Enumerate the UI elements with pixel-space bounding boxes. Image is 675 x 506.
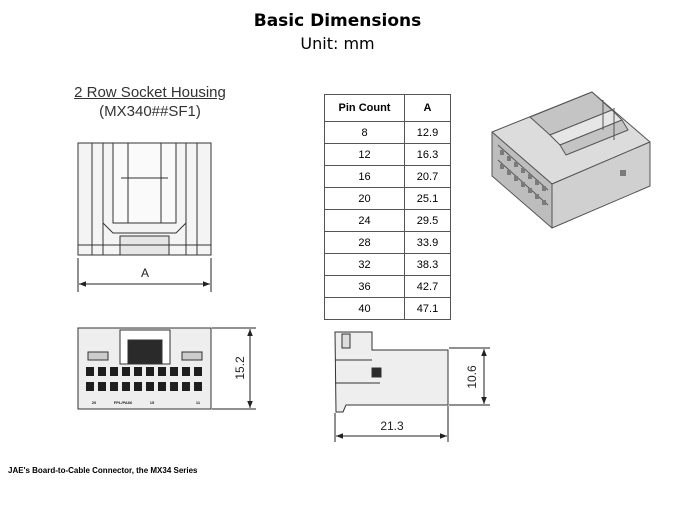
- a-value-cell: 29.5: [405, 210, 451, 232]
- rear-mark-pin11: 11: [195, 400, 201, 405]
- rear-mark-pin15: 15: [149, 400, 155, 405]
- a-value-cell: 47.1: [405, 298, 451, 320]
- pin-count-cell: 8: [325, 122, 405, 144]
- rear-mark-pin20: 20: [91, 400, 97, 405]
- pin-count-cell: 24: [325, 210, 405, 232]
- dimension-a-label: A: [140, 266, 150, 280]
- a-header: A: [405, 95, 451, 122]
- page-subtitle: Unit: mm: [300, 34, 375, 53]
- rear-mark-part: FPL/PA66: [113, 400, 133, 405]
- pin-count-cell: 32: [325, 254, 405, 276]
- rear-view-drawing: [78, 328, 211, 409]
- housing-title-line1: 2 Row Socket Housing: [74, 84, 226, 101]
- dimension-21-3-label: 21.3: [380, 419, 404, 433]
- a-value-cell: 33.9: [405, 232, 451, 254]
- footer-caption: JAE's Board-to-Cable Connector, the MX34 Series: [8, 466, 198, 475]
- dimension-10-6-label: 10.6: [465, 365, 479, 389]
- a-value-cell: 16.3: [405, 144, 451, 166]
- pin-count-header: Pin Count: [325, 95, 405, 122]
- connector-3d-render: [492, 92, 650, 228]
- pin-count-cell: 20: [325, 188, 405, 210]
- a-value-cell: 42.7: [405, 276, 451, 298]
- pin-count-cell: 40: [325, 298, 405, 320]
- pin-count-cell: 28: [325, 232, 405, 254]
- dimension-15-2-label: 15.2: [233, 356, 247, 380]
- a-value-cell: 38.3: [405, 254, 451, 276]
- front-view-drawing: [78, 143, 211, 255]
- a-value-cell: 25.1: [405, 188, 451, 210]
- a-value-cell: 12.9: [405, 122, 451, 144]
- housing-title-line2: (MX340##SF1): [99, 103, 201, 120]
- pin-count-cell: 36: [325, 276, 405, 298]
- side-view-drawing: [335, 332, 448, 412]
- pin-count-cell: 16: [325, 166, 405, 188]
- a-value-cell: 20.7: [405, 166, 451, 188]
- page-title: Basic Dimensions: [253, 11, 422, 31]
- pin-count-cell: 12: [325, 144, 405, 166]
